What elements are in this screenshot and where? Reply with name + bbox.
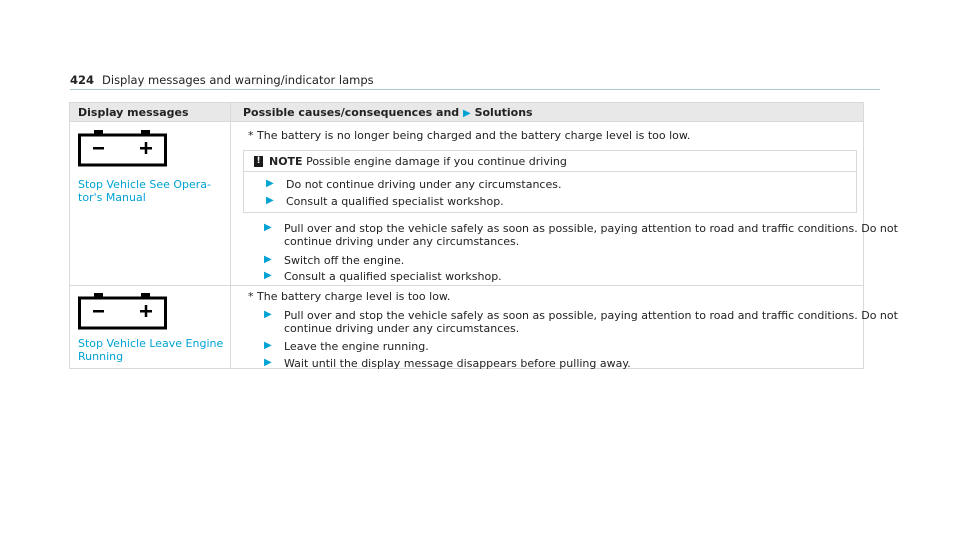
play-arrow-icon: ▶ (266, 195, 274, 206)
solution-step: continue driving under any circumstances. (284, 322, 520, 335)
page-title: Display messages and warning/indicator lamps (102, 73, 374, 87)
col-header-display-messages: Display messages (78, 106, 189, 119)
display-message-line: Stop Vehicle See Opera- (78, 178, 211, 191)
solution-step: continue driving under any circumstances. (284, 235, 520, 248)
display-message-line: Stop Vehicle Leave Engine (78, 337, 224, 350)
row-divider (70, 285, 863, 286)
display-message-stop-vehicle-see-manual (78, 178, 211, 204)
note-box (243, 150, 857, 213)
note-divider (244, 171, 856, 172)
play-arrow-icon: ▶ (264, 340, 272, 351)
solution-step: Pull over and stop the vehicle safely as soon as possible, paying attention to road and traffic conditions. Do not (284, 222, 898, 235)
note-text: Possible engine damage if you continue driving (306, 155, 567, 168)
solution-step: Consult a qualified specialist workshop. (284, 270, 502, 283)
col-header-causes (243, 106, 533, 119)
solution-step: Leave the engine running. (284, 340, 429, 353)
cause-text: * The battery is no longer being charged and the battery charge level is too low. (248, 129, 691, 142)
display-message-line: Running (78, 350, 124, 363)
solution-step: Wait until the display message disappears before pulling away. (284, 357, 631, 370)
display-message-line: tor's Manual (78, 191, 146, 204)
note-label: NOTE (269, 155, 303, 168)
play-arrow-icon: ▶ (266, 178, 274, 189)
note-step: Consult a qualified specialist workshop. (286, 195, 504, 208)
solution-step: Switch off the engine. (284, 254, 405, 267)
play-arrow-icon: ▶ (463, 108, 471, 119)
solution-step: Pull over and stop the vehicle safely as soon as possible, paying attention to road and traffic conditions. Do not (284, 309, 898, 322)
display-message-stop-vehicle-leave-engine-running (78, 337, 223, 363)
play-arrow-icon: ▶ (264, 270, 272, 281)
play-arrow-icon: ▶ (264, 254, 272, 265)
play-arrow-icon: ▶ (264, 357, 272, 368)
play-arrow-icon: ▶ (264, 309, 272, 320)
note-text-line (269, 155, 567, 168)
display-messages-table (69, 102, 898, 370)
note-step: Do not continue driving under any circumstances. (286, 178, 562, 191)
battery-icon (78, 292, 167, 330)
page-header (70, 73, 880, 90)
page-number: 424 (70, 73, 95, 87)
play-arrow-icon: ▶ (264, 222, 272, 233)
cause-text: * The battery charge level is too low. (248, 290, 451, 303)
col-header-solutions-label: Solutions (474, 106, 533, 119)
col-header-causes-label: Possible causes/consequences and (243, 106, 460, 119)
battery-icon (78, 129, 167, 167)
warning-exclamation-icon: ! (254, 156, 263, 167)
